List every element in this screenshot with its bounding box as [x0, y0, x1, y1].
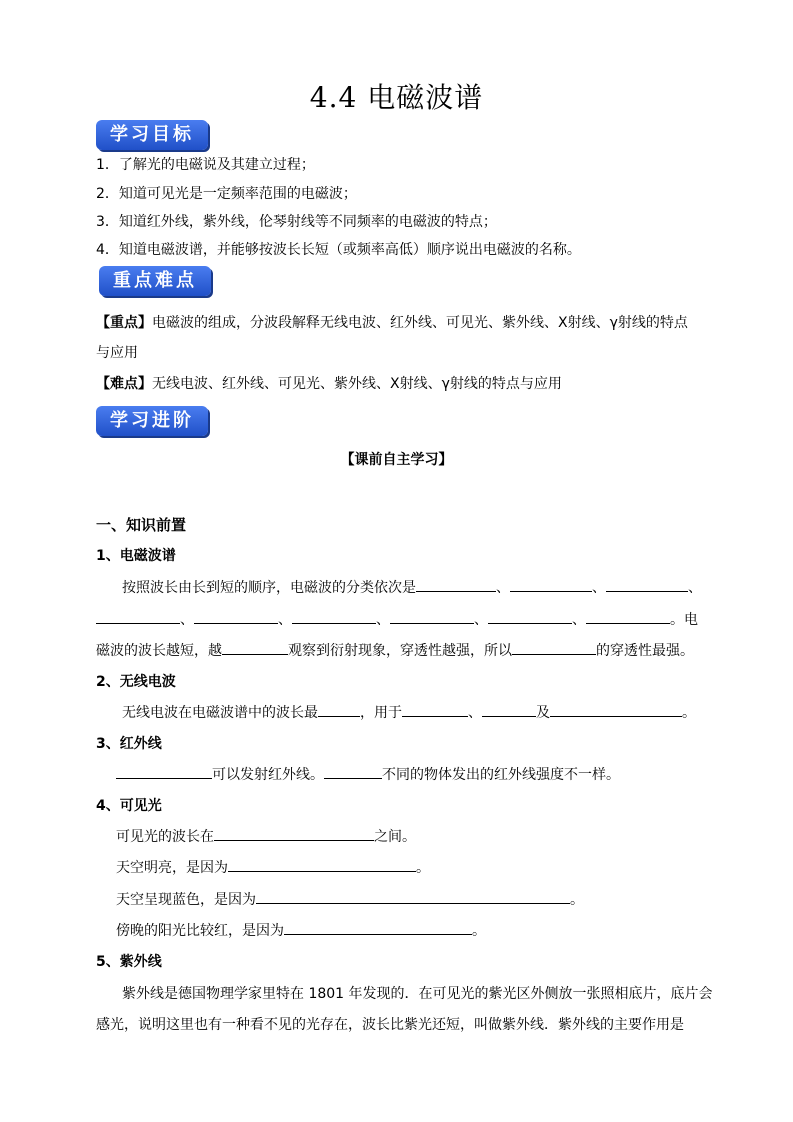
fill-blank[interactable] [586, 609, 670, 624]
text: 天空明亮，是因为 [116, 860, 228, 876]
fill-blank[interactable] [292, 609, 376, 624]
goal-item: 1．了解光的电磁说及其建立过程； [96, 157, 315, 173]
fill-blank[interactable] [318, 702, 360, 717]
key-point-line [96, 312, 688, 334]
fill-blank[interactable] [416, 577, 496, 592]
infrared-line [116, 764, 620, 786]
separator: 、 [180, 612, 194, 628]
fill-blank[interactable] [488, 609, 572, 624]
fill-blank[interactable] [606, 577, 688, 592]
fill-blank[interactable] [510, 577, 592, 592]
fill-blank[interactable] [390, 609, 474, 624]
fill-blank[interactable] [222, 640, 288, 655]
fill-blank[interactable] [402, 702, 468, 717]
ultraviolet-line-1: 紫外线是德国物理学家里特在 1801 年发现的．在可见光的紫光区外侧放一张照相底片，底片会 [122, 986, 713, 1002]
badge-key-difficult: 重点难点 [99, 266, 211, 296]
preclass-heading: 【课前自主学习】 [340, 452, 453, 468]
badge-learning-advance: 学习进阶 [96, 406, 208, 436]
fill-blank[interactable] [482, 702, 536, 717]
spectrum-line-1 [122, 577, 702, 599]
text: 及 [536, 705, 550, 721]
badge-learning-goals: 学习目标 [96, 120, 208, 150]
separator: 、 [376, 612, 390, 628]
text: 不同的物体发出的红外线强度不一样。 [382, 767, 620, 783]
separator: 、 [688, 580, 702, 596]
text: 。 [682, 705, 696, 721]
separator: 、 [572, 612, 586, 628]
goal-item: 4．知道电磁波谱，并能够按波长长短（或频率高低）顺序说出电磁波的名称。 [96, 242, 581, 258]
visible-light-line-2 [116, 857, 430, 879]
text: 傍晚的阳光比较红，是因为 [116, 923, 284, 939]
text: 。 [570, 892, 584, 908]
spectrum-line-2 [96, 609, 698, 631]
text: 的穿透性最强。 [596, 643, 694, 659]
separator: 、 [496, 580, 510, 596]
fill-blank[interactable] [256, 889, 570, 904]
subsection-heading: 2、无线电波 [96, 674, 176, 690]
text: 天空呈现蓝色，是因为 [116, 892, 256, 908]
fill-blank[interactable] [324, 764, 382, 779]
subsection-heading: 1、电磁波谱 [96, 548, 176, 564]
difficulty-label: 【难点】 [96, 376, 152, 392]
text: 无线电波在电磁波谱中的波长最 [122, 705, 318, 721]
text: 。电 [670, 612, 698, 628]
fill-blank[interactable] [550, 702, 682, 717]
key-point-label: 【重点】 [96, 315, 152, 331]
goal-item: 2．知道可见光是一定频率范围的电磁波； [96, 186, 357, 202]
section-heading: 一、知识前置 [96, 516, 187, 534]
fill-blank[interactable] [228, 857, 416, 872]
text: 可以发射红外线。 [212, 767, 324, 783]
text: 磁波的波长越短，越 [96, 643, 222, 659]
text: 之间。 [374, 829, 416, 845]
goal-item: 3．知道红外线，紫外线，伦琴射线等不同频率的电磁波的特点； [96, 214, 497, 230]
text: 按照波长由长到短的顺序，电磁波的分类依次是 [122, 580, 416, 596]
text: 可见光的波长在 [116, 829, 214, 845]
ultraviolet-line-2: 感光，说明这里也有一种看不见的光存在，波长比紫光还短，叫做紫外线．紫外线的主要作用是 [96, 1017, 684, 1033]
text: ，用于 [360, 705, 402, 721]
subsection-heading: 3、红外线 [96, 736, 162, 752]
key-point-line2: 与应用 [96, 345, 138, 361]
separator: 、 [592, 580, 606, 596]
fill-blank[interactable] [116, 764, 212, 779]
spectrum-line-3 [96, 640, 694, 662]
separator: 、 [278, 612, 292, 628]
fill-blank[interactable] [214, 826, 374, 841]
subsection-heading: 5、紫外线 [96, 954, 162, 970]
fill-blank[interactable] [194, 609, 278, 624]
text: 。 [472, 923, 486, 939]
fill-blank[interactable] [512, 640, 596, 655]
key-point-text: 电磁波的组成，分波段解释无线电波、红外线、可见光、紫外线、X射线、γ射线的特点 [152, 315, 688, 331]
visible-light-line-4 [116, 920, 486, 942]
fill-blank[interactable] [284, 920, 472, 935]
difficulty-text: 无线电波、红外线、可见光、紫外线、X射线、γ射线的特点与应用 [152, 376, 562, 392]
text: 、 [468, 705, 482, 721]
subsection-heading: 4、可见光 [96, 798, 162, 814]
visible-light-line-1 [116, 826, 416, 848]
visible-light-line-3 [116, 889, 584, 911]
fill-blank[interactable] [96, 609, 180, 624]
text: 。 [416, 860, 430, 876]
separator: 、 [474, 612, 488, 628]
radio-wave-line [122, 702, 696, 724]
difficulty-line [96, 373, 562, 395]
text: 观察到衍射现象，穿透性越强，所以 [288, 643, 512, 659]
page-title: 4.4 电磁波谱 [309, 81, 484, 114]
